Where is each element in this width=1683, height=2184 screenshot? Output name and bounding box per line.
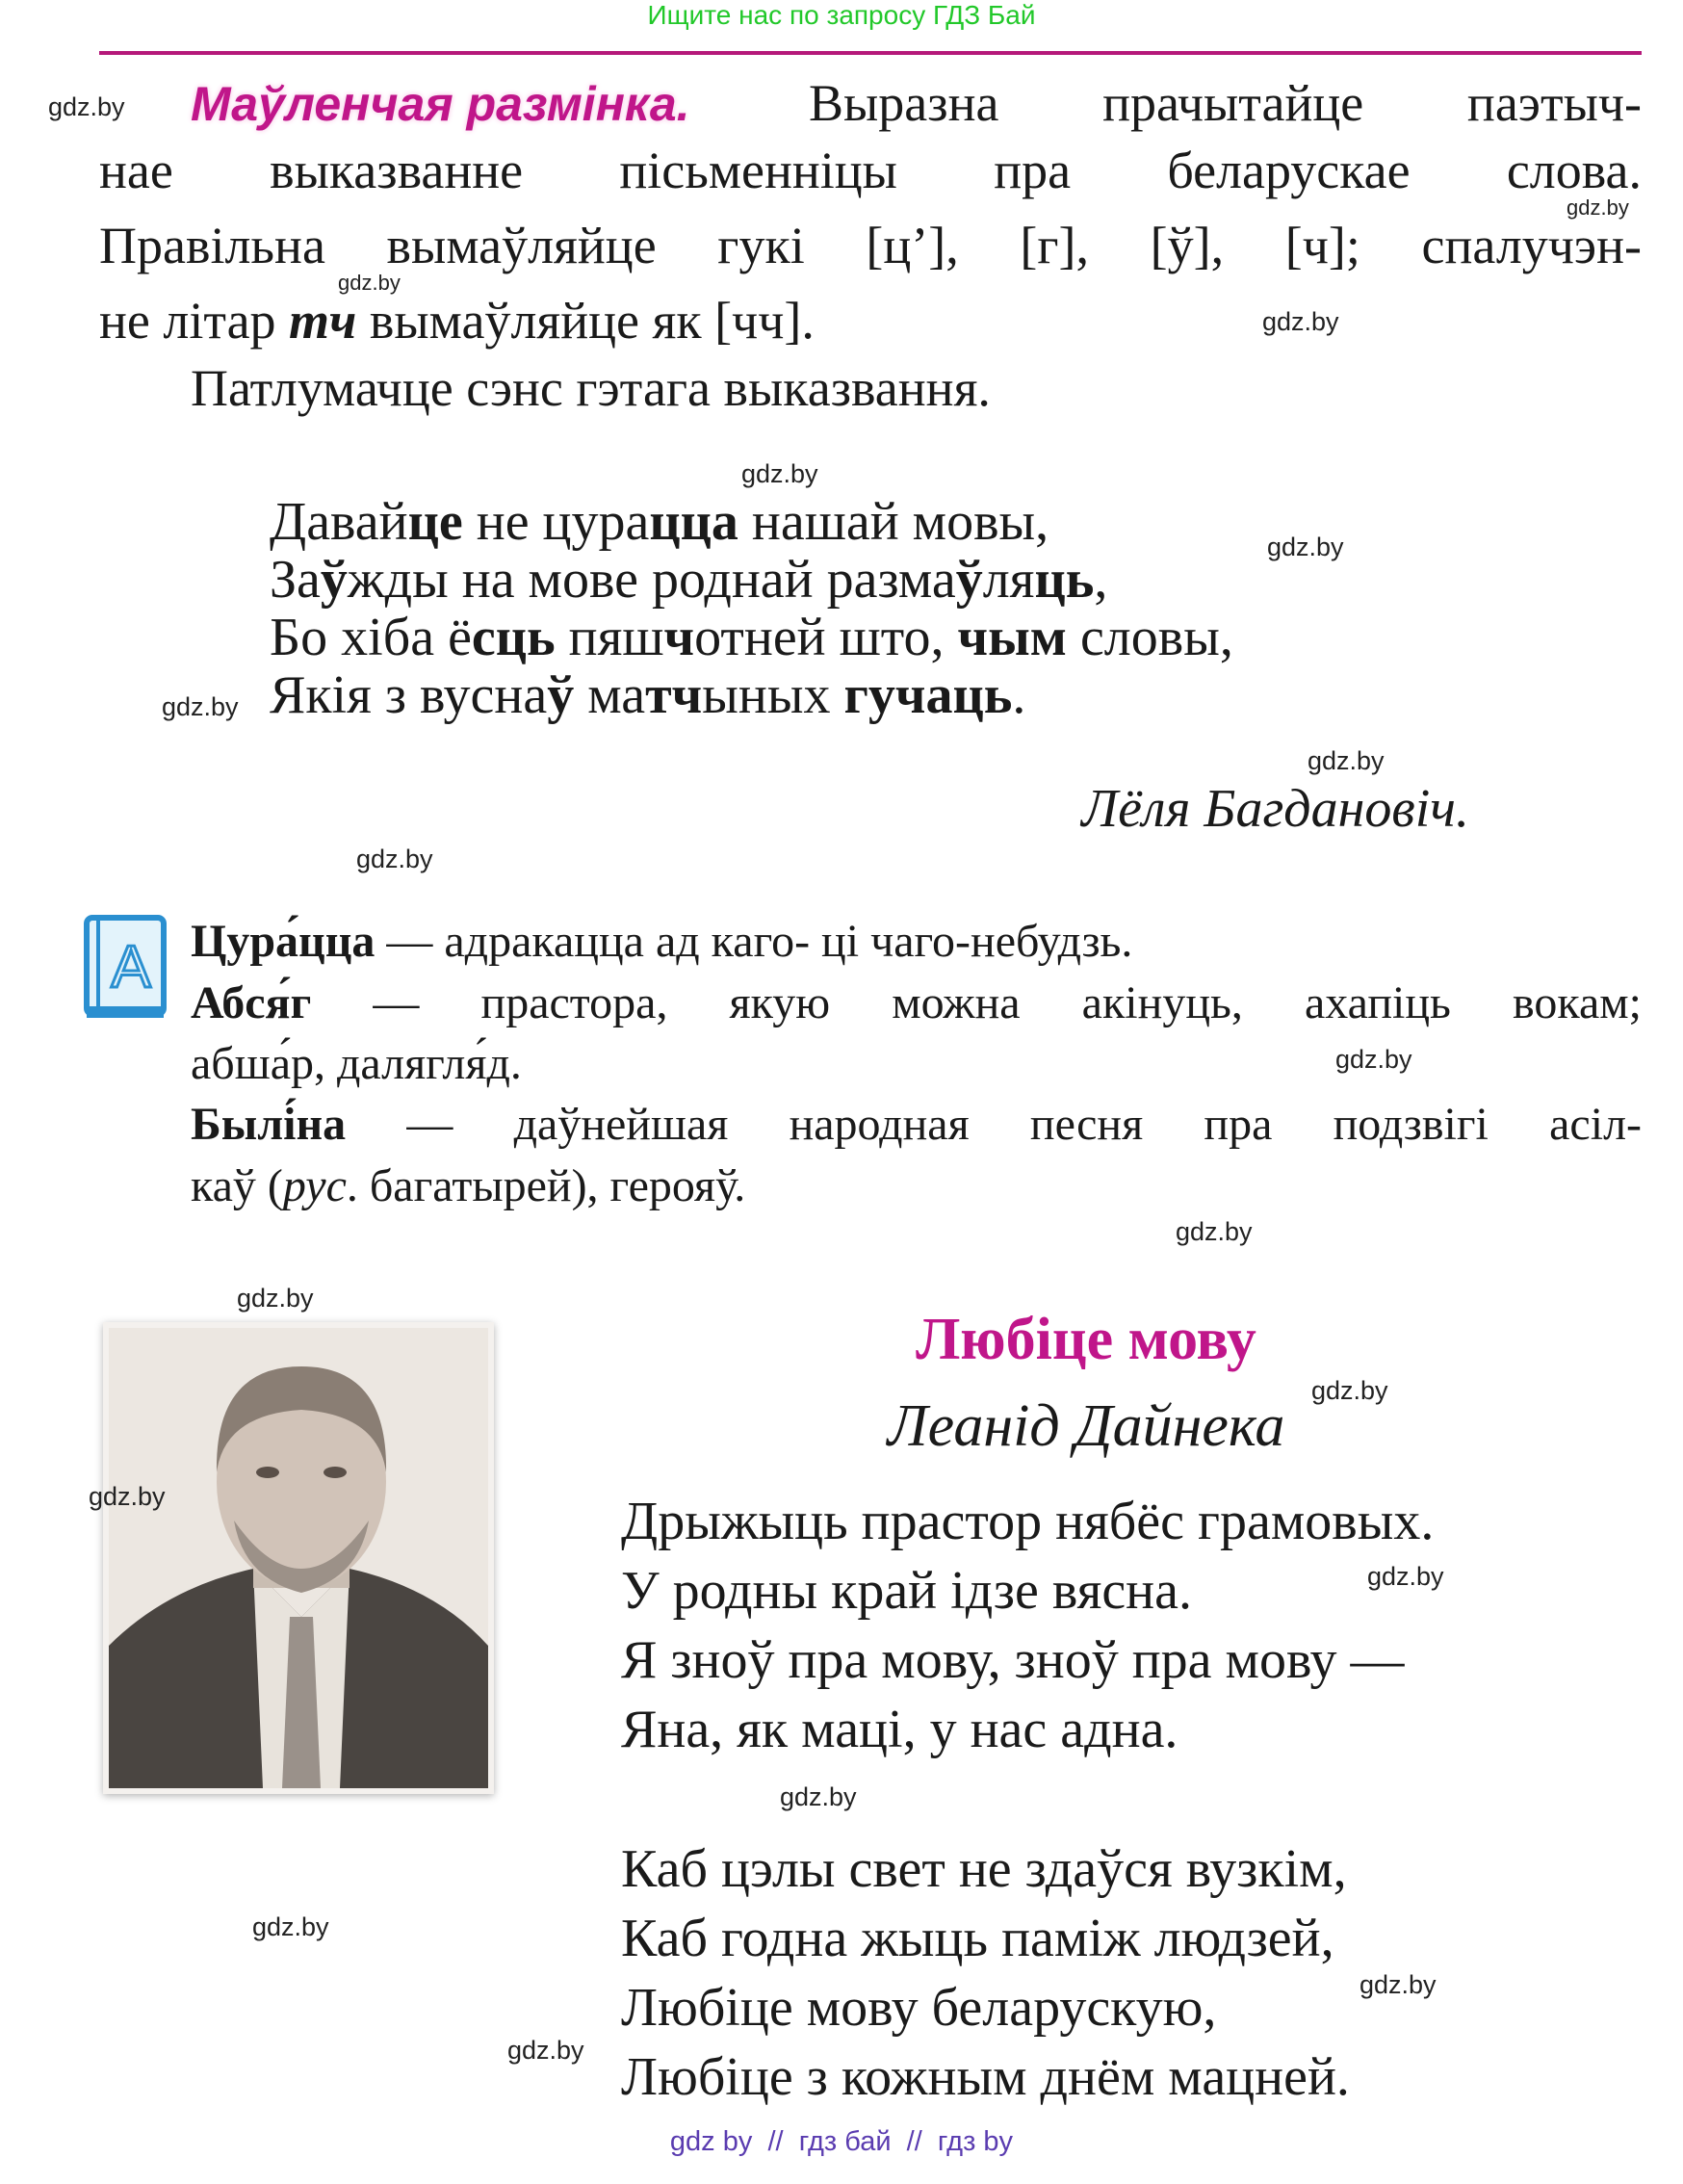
watermark: gdz.by: [48, 92, 125, 121]
poem-line: Дрыжыць прастор нябёс грамовых.: [621, 1492, 1435, 1551]
exercise-heading-line: [191, 77, 690, 130]
poem-line: У родны край ідзе вясна.: [621, 1561, 1193, 1621]
portrait-image: [109, 1328, 488, 1788]
poem-line: Любіце з кожным днём мацней.: [621, 2047, 1350, 2107]
poem-line: Любіце мову беларускую,: [621, 1978, 1217, 2038]
poem1: [270, 493, 1233, 724]
poem-text: не цура: [462, 492, 650, 552]
poem-line: [270, 609, 1233, 666]
poem-line: [270, 551, 1107, 609]
watermark: gdz.by: [1367, 1562, 1444, 1591]
cont-italic: рус: [282, 1160, 347, 1211]
exercise-line-2: нае выказванне пісьменніцы пра беларускае слова.: [99, 142, 1642, 199]
watermark: gdz.by: [1359, 1970, 1437, 1999]
poem-line: [270, 493, 1049, 551]
dict-term: Цура́цца: [191, 916, 375, 967]
poem-text: нашай мовы,: [738, 492, 1049, 552]
poem-text: ля: [982, 550, 1035, 610]
emphasized-letters: чым: [957, 608, 1067, 667]
dictionary-book-icon: [83, 914, 168, 1022]
watermark: gdz.by: [252, 1912, 329, 1941]
poem2-stanza-1: [621, 1487, 1434, 1764]
line4-post: вымаўляйце як [чч].: [356, 292, 815, 350]
dict-entry-3-cont: [191, 1159, 745, 1213]
exercise-heading: Маўленчая размінка.: [191, 77, 690, 131]
watermark: gdz.by: [1335, 1045, 1412, 1074]
watermark: gdz.by: [1262, 307, 1339, 336]
poem-text: За: [270, 550, 321, 610]
poem2-title: Любіце мову: [916, 1307, 1256, 1372]
emphasized-letters: ч: [663, 608, 695, 667]
emphasized-letters: тч: [645, 665, 703, 725]
poem2-stanza-2: [621, 1834, 1350, 2112]
emphasized-letters: ць: [1034, 550, 1095, 610]
header-divider: [99, 51, 1642, 55]
poem-line: Я зноў пра мову, зноў пра мову —: [621, 1630, 1405, 1690]
poem-text: ыных: [702, 665, 844, 725]
poem1-author: Лёля Багдановіч.: [1081, 779, 1469, 839]
cont-pre: каў (: [191, 1160, 283, 1211]
line4-pre: не літар: [99, 292, 290, 350]
svg-text:А: А: [111, 934, 151, 1001]
exercise-line-4: [99, 292, 815, 350]
poem-text: Бо хіба ё: [270, 608, 472, 667]
emphasized-letters: це: [407, 492, 463, 552]
dict-def: — даўнейшая народная песня пра подзвігі асіл-: [346, 1099, 1642, 1150]
dict-entry-2-cont: абша́р, далягля́д.: [191, 1038, 522, 1089]
poem-line: [270, 666, 1025, 724]
dict-entry-2: [191, 976, 1642, 1030]
poem-text: Якія з вусна: [270, 665, 548, 725]
watermark: gdz.by: [1566, 195, 1629, 220]
cont-post: . багатырей), герояў.: [346, 1160, 746, 1211]
dict-entry-1: [191, 915, 1132, 969]
watermark: gdz.by: [89, 1482, 166, 1511]
dict-def: — прастора, якую можна акінуць, ахапіць вокам;: [311, 977, 1642, 1028]
watermark: gdz.by: [1176, 1217, 1253, 1246]
dict-entry-3: [191, 1098, 1642, 1152]
watermark: gdz.by: [338, 271, 401, 295]
exercise-line-3: Правільна вымаўляйце гукі [ц’], [г], [ў], [ч]; спалучэн-: [99, 217, 1642, 274]
exercise-task: Патлумачце сэнс гэтага выказвання.: [191, 359, 991, 417]
footer-links: gdz by // гдз бай // гдз by: [669, 2126, 1014, 2157]
emphasized-letters: сць: [471, 608, 556, 667]
poem-text: отней што,: [694, 608, 958, 667]
poem-text: ма: [574, 665, 646, 725]
poem-line: Яна, як маці, у нас адна.: [621, 1700, 1178, 1759]
poem-text: пяш: [555, 608, 664, 667]
watermark: gdz.by: [507, 2036, 584, 2065]
watermark: gdz.by: [237, 1284, 314, 1313]
emphasized-letters: ў: [547, 665, 575, 725]
poem-text: Давай: [270, 492, 408, 552]
poem-line: Каб годна жыць паміж людзей,: [621, 1909, 1334, 1968]
poem-text: .: [1012, 665, 1026, 725]
emphasized-letters: цца: [649, 492, 738, 552]
emphasized-letters: ў: [955, 550, 983, 610]
author-portrait: [103, 1322, 494, 1794]
watermark: gdz.by: [1311, 1376, 1388, 1405]
exercise-line-1: Выразна прачытайце паэтыч-: [809, 74, 1642, 132]
watermark: gdz.by: [356, 845, 433, 873]
watermark: gdz.by: [780, 1782, 857, 1811]
watermark: gdz.by: [1267, 533, 1344, 561]
poem-text: жды на мове роднай разма: [347, 550, 956, 610]
dict-term: Былі́на: [191, 1099, 347, 1150]
poem-text: словы,: [1066, 608, 1233, 667]
letters-tch: тч: [289, 292, 357, 350]
emphasized-letters: гучаць: [843, 665, 1013, 725]
dict-def: — адракацца ад каго- ці чаго-небудзь.: [375, 916, 1133, 967]
dict-term: Абся́г: [191, 977, 312, 1028]
search-banner: Ищите нас по запросу ГДЗ Бай: [647, 0, 1036, 30]
watermark: gdz.by: [162, 692, 239, 721]
poem-text: ,: [1094, 550, 1108, 610]
emphasized-letters: ў: [320, 550, 348, 610]
poem-line: Каб цэлы свет не здаўся вузкім,: [621, 1839, 1347, 1899]
poem2-author: Леанід Дайнека: [887, 1393, 1285, 1459]
watermark: gdz.by: [741, 459, 818, 488]
watermark: gdz.by: [1308, 746, 1385, 775]
